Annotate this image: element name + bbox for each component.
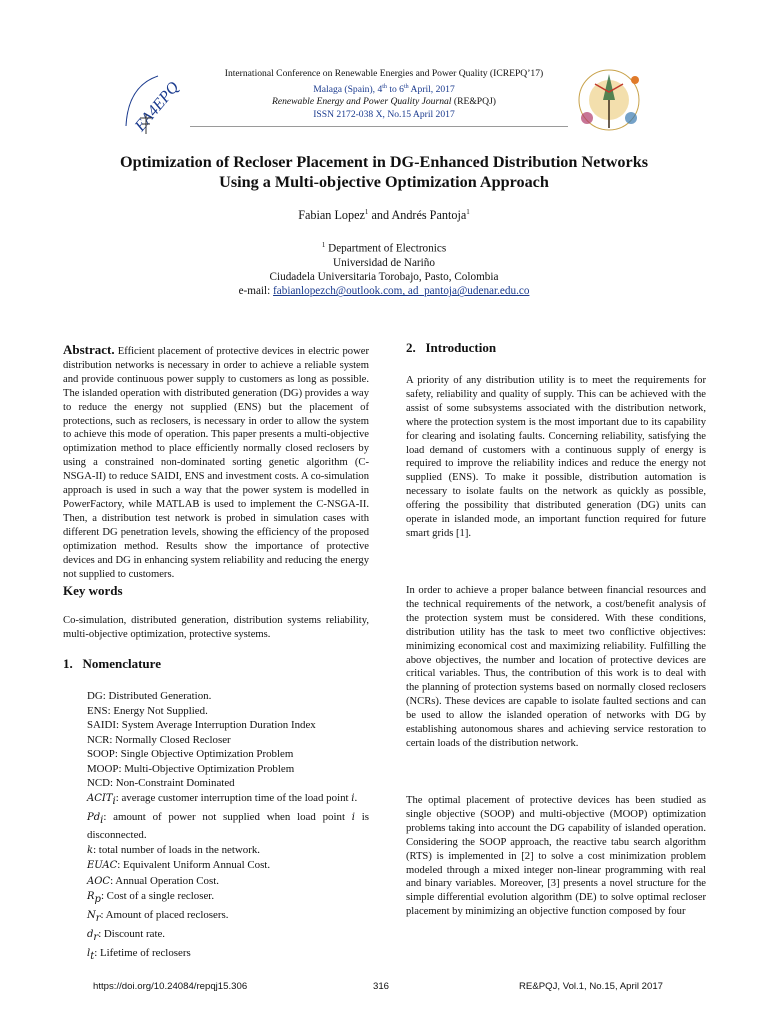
email-link[interactable]: fabianlopezch@outlook.com, ad_pantoja@udenar.edu.co [273,285,530,298]
keywords-text: Co-simulation, distributed generation, distribution systems reliability, multi-objective optimization, protective systems. [63,615,369,640]
list-item: $l_t$: Lifetime of reclosers [87,946,191,962]
keywords-heading: Key words [63,583,123,598]
doi-link[interactable]: https://doi.org/10.24084/repqj15.306 [93,981,248,992]
conference-name: International Conference on Renewable Energies and Power Quality (ICREPQ’17) [224,68,544,79]
authors: Fabian Lopez$^1$ and Andrés Pantoja$^1$ [298,208,470,223]
list-item: NCR: Normally Closed Recloser [87,733,231,746]
list-item: MOOP: Multi-Objective Optimization Problem [87,762,295,775]
list-item: DG: Distributed Generation. [87,690,212,702]
intro-paragraph-3: The optimal placement of protective devices has been studied as single objective (SOOP) and multi-objective (MOOP) optimization problems taking into account the DG capability of islanded operation. Considering the SOOP approach, the reactive tabu search algorithm (RTS) is implemented in [2] to solve a cost minimization problem modeled through a mixed integer non-linear programming with real and binary variables. Moreover, [3] presents a novel structure for the simple differential evolution algorithm (DE) to solve optimal recloser placement by minimizing an objective function composed by four [406,795,706,918]
journal-line: Renewable Energy and Power Quality Journal (RE&PQJ) [271,96,496,108]
header-divider [190,126,568,127]
list-item: $R_p$: Cost of a single recloser. [87,890,215,906]
list-item: $Pd_i$: amount of power not supplied when load point i is disconnected. [87,810,369,842]
intro-paragraph-1: A priority of any distribution utility is to meet the requirements for safety, reliability and quality of supply. This can be achieved with the assist of some subsystems associated with the distribution network, where the protection system is the most important due to its capability for clearing and isolating faults. Concerning reliability, satisfying the load demand of customers with a continuous supply of energy is required to improve the reliability indices and reduce the energy not supplied (ENS). To make it possible, distribution automation is necessary to isolate faults on the network as quickly as possible, offering the possibility that distributed generation (DG) units can operate in islanded mode, an important function required for future smart grids [1]. [406,375,706,539]
list-item: SOOP: Single Objective Optimization Problem [87,748,294,761]
footer-citation: RE&PQJ, Vol.1, No.15, April 2017 [519,981,663,992]
list-item: NCD: Non-Constraint Dominated [87,777,235,790]
nomenclature-heading: 1. Nomenclature [63,656,161,671]
introduction-heading: 2. Introduction [406,340,497,355]
list-item: AOC: Annual Operation Cost. [87,874,219,887]
affiliation: $^1$ Department of Electronics Universidad de Nariño Ciudadela Universitaria Torobajo, Pasto, Colombia e-mail: fabianlopezch@outlook.com, ad_pantoja@udenar.edu.co [238,241,530,298]
paper-title: Optimization of Recloser Placement in DG-Enhanced Distribution Networks Using a Multi-objective Optimization Approach [119,153,648,191]
list-item: $ACIT_i$: average customer interruption time of the load point i. [87,791,358,807]
abstract [63,343,369,581]
list-item: $N_r$: Amount of placed reclosers. [87,909,229,925]
list-item: $d_r$: Discount rate. [87,927,166,944]
conference-header [190,68,578,122]
list-item: SAIDI: System Average Interruption Duration Index [87,719,316,732]
page-number: 316 [373,981,390,992]
intro-paragraph-2: In order to achieve a proper balance between financial resources and the technical requirements of the network, a cost/benefit analysis of the protection system must be considered. With these conditions, distribution utility has the task to meet two conflictive objectives: minimizing economical cost and maximizing reliability. Fulfilling the above objectives, the number and location of protective devices are critical variables. Thus, the contribution of this work is to deal with the planning of protection systems based on normally closed reclosers (NCRs). These devices are capable to isolate faulted sections and can be used to allow the islanded operation of networks with DG by establishing autonomous shares and achieving service restoration to certain loads of the distribution network. [406,585,706,749]
list-item: ENS: Energy Not Supplied. [87,704,208,717]
logo-text: EA4EPQ [131,78,183,135]
nomenclature-list [87,689,369,964]
abstract-text: Efficient placement of protective devices in electric power distribution networks is necessary in order to achieve a reliable system and provide continuous power supply to customers as long as possible. The islanded operation with distributed generation (DG) provides a way to reduce the energy not supplied (ENS) but the placement of protections, such as reclosers, is necessary in order to allow the system to achieve this mode of operation. This paper presents a multi-objective optimization method to place efficiently normally closed reclosers by using a constrained non-dominated sorting genetic algorithm (C-NSGA-II) to reduce SAIDI, ENS and investment costs. A co-simulation approach is used in such a way that the power system is modelled in PowerFactory, while MATLAB is used to implement the C-NSGA-II. Then, a distribution test network is probed in simulation cases with different DG penetration levels, showing the efficiency of the proposed optimization method. Results show the importance of protective devices and DG in enhancing system reliability and reducing the energy not supplied to customers. [63,346,369,580]
list-item: EUAC: Equivalent Uniform Annual Cost. [87,859,271,872]
abstract-heading: Abstract. [63,342,115,357]
list-item: k: total number of loads in the network. [87,843,261,856]
issn: ISSN 2172-038 X, No.15 April 2017 [313,108,455,120]
conference-location: Malaga (Spain), 4th to 6th April, 2017 [313,83,455,95]
ea4epq-logo [118,66,194,136]
